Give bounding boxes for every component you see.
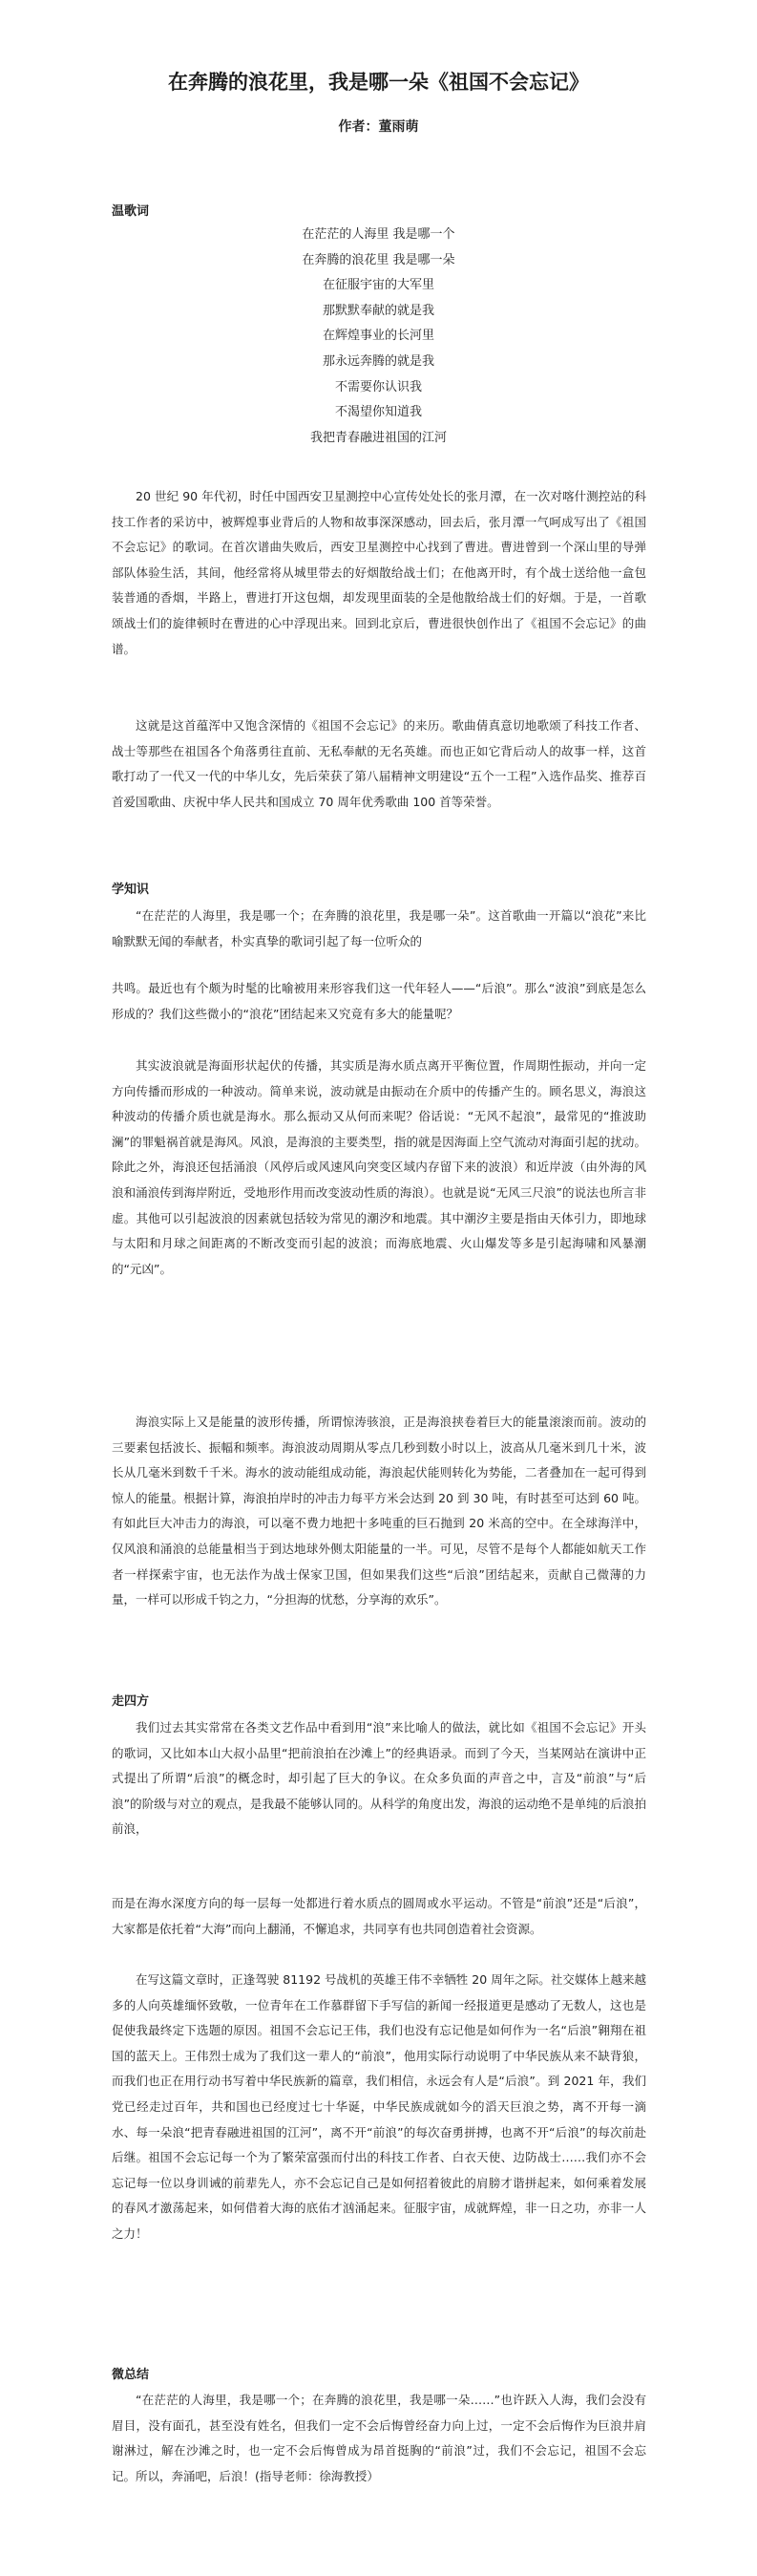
poem-line: 在征服宇宙的大军里	[322, 278, 434, 293]
article-title: 在奔腾的浪花里，我是哪一朵《祖国不会忘记》	[168, 71, 589, 94]
paragraph-wave-formation: 其实波浪就是海面形状起伏的传播，其实质是海水质点离开平衡位置，作周期性振动，并向一定方向传播而形成的一种波动。简单来说，波动就是由振动在介质中的传播产生的。顾名思义，海浪这种波动的传播介质也就是海水。那么振动又从何而来呢？俗话说：“无风不起浪”，最常见的“推波助澜”的罪魁祸首就是海风。风浪，是海浪的主要类型，指的就是因海面上空气流动对海面引起的扰动。除此之外，海浪还包括涌浪（风停后或风速风向突变区域内存留下来的波浪）和近岸波（由外海的风浪和涌浪传到海岸附近，受地形作用而改变波动性质的海浪）。也就是说“无风三尺浪”的说法也所言非虚。其他可以引起波浪的因素就包括较为常见的潮汐和地震。其中潮汐主要是指由天体引力，即地球与太阳和月球之间距离的不断改变而引起的波浪；而海底地震、火山爆发等多是引起海啸和风暴潮的“元凶”。	[112, 1058, 646, 1276]
section-heading-lyrics: 温歌词	[112, 204, 150, 219]
section-heading-knowledge: 学知识	[112, 883, 150, 897]
poem-line: 在奔腾的浪花里 我是哪一朵	[302, 252, 455, 267]
paragraph-hero-tribute: 在写这篇文章时，正逢驾驶 81192 号战机的英雄王伟不幸牺牲 20 周年之际。社交媒体上越来越多的人向英雄缅怀致敬，一位青年在工作慕群留下手写信的新闻一经报道更是感动了无数人，这也是促使我最终定下选题的原因。祖国不会忘记王伟，我们也没有忘记他是如何作为一名“后浪”翱翔在祖国的蓝天上。王伟烈士成为了我们这一辈人的“前浪”，他用实际行动说明了中华民族从来不缺背狼，而我们也正在用行动书写着中华民族新的篇章，我们相信，永远会有人是“后浪”。到 2021 年，我们党已经走过百年，共和国也已经度过七十华诞，中华民族成就如今的滔天巨浪之势，离不开每一滴水、每一朵浪“把青春融进祖国的江河”，离不开“前浪”的每次奋勇拼搏，也离不开“后浪”的每次前赴后继。祖国不会忘记每一个为了繁荣富强而付出的科技工作者、白衣天使、边防战士……我们亦不会忘记每一位以身训诫的前辈先人，亦不会忘记自己是如何招着彼此的肩膀才谐拼起来，如何乘着发展的春风才激荡起来，如何借着大海的底佑才汹涌起来。征服宇宙，成就辉煌，非一日之功，亦非一人之力！	[112, 1972, 646, 2241]
poem-line: 在茫茫的人海里 我是哪一个	[302, 227, 455, 242]
poem-line: 在辉煌事业的长河里	[322, 329, 434, 344]
section-heading-summary: 微总结	[112, 2368, 150, 2382]
section-heading-travel: 走四方	[112, 1694, 150, 1709]
paragraph-wave-metaphor-cont: 而是在海水深度方向的每一层每一处都进行着水质点的圆周或水平运动。不管是“前浪”还是“后浪”，大家都是依托着“大海”而向上翻涌，不懈追求，共同享有也共同创造着社会资源。	[112, 1896, 646, 1936]
paragraph-knowledge-intro: “在茫茫的人海里，我是哪一个；在奔腾的浪花里，我是哪一朵”。这首歌曲一开篇以“浪花”来比喻默默无闻的奉献者，朴实真挚的歌词引起了每一位听众的	[112, 908, 646, 948]
poem-line: 那默默奉献的就是我	[322, 303, 434, 318]
paragraph-wave-metaphor: 我们过去其实常常在各类文艺作品中看到用“浪”来比喻人的做法，就比如《祖国不会忘记》开头的歌词，又比如本山大叔小品里“把前浪拍在沙滩上”的经典语录。而到了今天，当某网站在演讲中正式提出了所谓“后浪”的概念时，却引起了巨大的争议。在众多负面的声音之中，言及“前浪”与“后浪”的阶级与对立的观点，是我最不能够认同的。从科学的角度出发，海浪的运动绝不是单纯的后浪拍前浪，	[112, 1720, 646, 1837]
paragraph-song-origin: 20 世纪 90 年代初，时任中国西安卫星测控中心宣传处处长的张月潭，在一次对喀什测控站的科技工作者的采访中，被辉煌事业背后的人物和故事深深感动，回去后，张月潭一气呵成写出了《祖国不会忘记》的歌词。在首次谱曲失败后，西安卫星测控中心找到了曹进。曹进曾到一个深山里的导弹部队体验生活，其间，他经常将从城里带去的好烟散给战士们；在他离开时，有个战士送给他一盒包装普通的香烟，半路上，曹进打开这包烟，却发现里面装的全是他散给战士们的好烟。于是，一首歌颂战士们的旋律顿时在曹进的心中浮现出来。回到北京后，曹进很快创作出了《祖国不会忘记》的曲谱。	[112, 489, 646, 656]
poem-line: 不需要你认识我	[334, 379, 422, 394]
poem-line: 不渴望你知道我	[334, 405, 422, 420]
paragraph-song-honors: 这就是这首蕴浑中又饱含深情的《祖国不会忘记》的来历。歌曲倩真意切地歌颂了科技工作者、战士等那些在祖国各个角落勇往直前、无私奉献的无名英雄。而也正如它背后动人的故事一样，这首歌打动了一代又一代的中华儿女，先后荣获了第八届精神文明建设“五个一工程”入选作品奖、推荐百首爱国歌曲、庆祝中华人民共和国成立 70 周年优秀歌曲 100 首等荣誉。	[112, 718, 646, 809]
paragraph-wave-energy: 海浪实际上又是能量的波形传播，所谓惊涛骇浪，正是海浪挟卷着巨大的能量滚滚而前。波动的三要素包括波长、振幅和频率。海浪波动周期从零点几秒到数小时以上，波高从几毫米到几十米，波长从几毫米到数千千米。海水的波动能组成动能，海浪起伏能则转化为势能，二者叠加在一起可得到惊人的能量。根据计算，海浪拍岸时的冲击力每平方米会达到 20 到 30 吨，有时甚至可达到 60 吨。有如此巨大冲击力的海浪，可以毫不费力地把十多吨重的巨石抛到 20 米高的空中。在全球海洋中，仅风浪和涌浪的总能量相当于到达地球外侧太阳能量的一半。可见，尽管不是每个人都能如航天工作者一样探索宇宙，也无法作为战士保家卫国，但如果我们这些“后浪”团结起来，贡献自己微薄的力量，一样可以形成千钧之力，“分担海的忧愁，分享海的欢乐”。	[112, 1415, 646, 1607]
poem-line: 我把青春融进祖国的江河	[309, 430, 447, 445]
poem-line: 那永远奔腾的就是我	[322, 353, 434, 369]
paragraph-summary: “在茫茫的人海里，我是哪一个；在奔腾的浪花里，我是哪一朵……”也许跃入人海，我们会没有眉目，没有面孔，甚至没有姓名，但我们一定不会后悔曾经奋力向上过，一定不会后悔作为巨浪井肩谢淋过，解在沙滩之时，也一定不会后悔曾成为昂首挺胸的“前浪”过，我们不会忘记，祖国不会忘记。所以，奔涌吧，后浪！(指导老师：徐海教授）	[112, 2393, 646, 2483]
article-author: 作者：董雨萌	[338, 119, 419, 135]
paragraph-knowledge-intro-cont: 共鸣。最近也有个颇为时髦的比喻被用来形容我们这一代年轻人——“后浪”。那么“波浪”到底是怎么形成的？我们这些微小的“浪花”团结起来又究竟有多大的能量呢？	[112, 981, 646, 1021]
poem-lyrics	[0, 223, 757, 451]
